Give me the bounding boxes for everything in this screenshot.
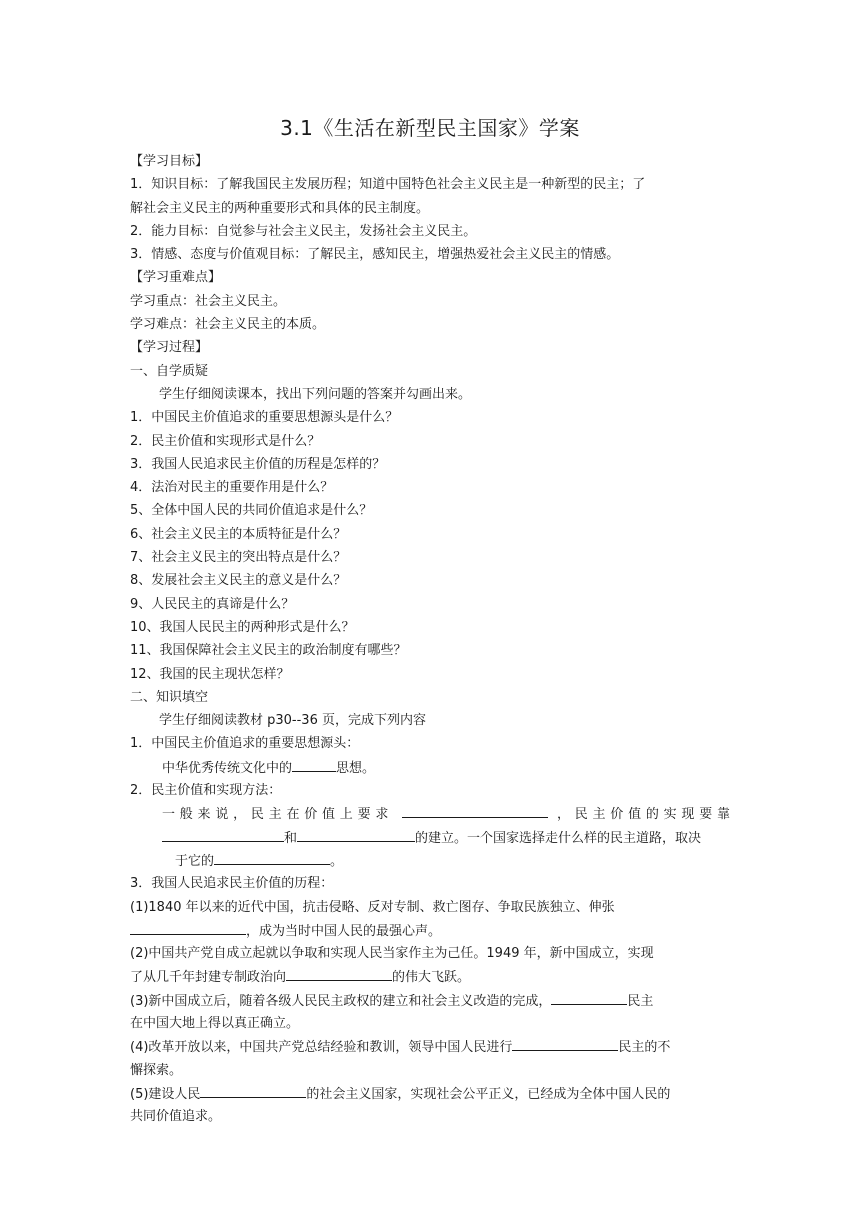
fill-blank[interactable] bbox=[162, 826, 284, 842]
part2-heading: 二、知识填空 bbox=[130, 689, 209, 705]
history-4-text-a: (4)改革开放以来，中国共产党总结经验和教训，领导中国人民进行 bbox=[130, 1040, 513, 1056]
fill-blank[interactable] bbox=[551, 989, 627, 1005]
objective-1-line-2: 解社会主义民主的两种重要形式和具体的民主制度。 bbox=[130, 200, 430, 216]
question-item: 1．中国民主价值追求的重要思想源头是什么？ bbox=[130, 410, 399, 426]
question-item: 8、发展社会主义民主的意义是什么？ bbox=[130, 573, 347, 589]
fill-blank[interactable] bbox=[402, 802, 548, 818]
fill2-line-3 bbox=[130, 849, 730, 872]
key-difficulty: 学习难点：社会主义民主的本质。 bbox=[130, 317, 326, 333]
fill-blank[interactable] bbox=[286, 965, 392, 981]
history-3-text-a: (3)新中国成立后，随着各级人民民主政权的建立和社会主义改造的完成， bbox=[130, 993, 552, 1009]
fill-blank[interactable] bbox=[297, 826, 415, 842]
fill-blank[interactable] bbox=[130, 919, 246, 935]
fill2-text-a: 一般来说，民主在价值上要求 bbox=[162, 807, 394, 823]
question-item: 9、人民民主的真谛是什么？ bbox=[130, 596, 295, 612]
fill-blank[interactable] bbox=[512, 1035, 618, 1051]
objective-1-line-1: 1．知识目标：了解我国民主发展历程；知道中国特色社会主义民主是一种新型的民主；了 bbox=[130, 177, 646, 193]
objective-2: 2．能力目标：自觉参与社会主义民主，发扬社会主义民主。 bbox=[130, 223, 477, 239]
part1-heading: 一、自学质疑 bbox=[130, 363, 209, 379]
question-item: 2．民主价值和实现形式是什么？ bbox=[130, 433, 321, 449]
fill-blank[interactable] bbox=[292, 756, 336, 772]
fill1-line bbox=[130, 756, 730, 779]
page-title: 3.1《生活在新型民主国家》学案 bbox=[280, 116, 580, 140]
fill1-text-b: 思想。 bbox=[336, 760, 376, 776]
history-3-line-2: 在中国大地上得以真正确立。 bbox=[130, 1015, 300, 1031]
fill2-heading: 2．民主价值和实现方法： bbox=[130, 783, 282, 799]
history-4-line-1 bbox=[130, 1035, 730, 1058]
fill1-text-a: 中华优秀传统文化中的 bbox=[162, 760, 293, 776]
history-2-line-2 bbox=[130, 965, 730, 988]
history-1-line-2 bbox=[130, 919, 730, 942]
fill3-heading: 3．我国人民追求民主价值的历程： bbox=[130, 876, 334, 892]
fill-blank[interactable] bbox=[214, 849, 330, 865]
fill2-text-b: ，民主价值的实现要靠 bbox=[556, 807, 730, 823]
history-3-line-1 bbox=[130, 989, 730, 1012]
question-item: 5、全体中国人民的共同价值追求是什么？ bbox=[130, 503, 373, 519]
keypoints-heading: 【学习重难点】 bbox=[130, 270, 222, 286]
part2-intro: 学生仔细阅读教材 p30--36 页，完成下列内容 bbox=[159, 713, 426, 729]
question-item: 7、社会主义民主的突出特点是什么？ bbox=[130, 550, 347, 566]
document-body bbox=[130, 150, 730, 1128]
fill2-text-d: 的建立。一个国家选择走什么样的民主道路，取决 bbox=[415, 830, 702, 846]
history-4-text-b: 民主的不 bbox=[618, 1040, 671, 1056]
history-5-text-b: 的社会主义国家，实现社会公平正义，已经成为全体中国人民的 bbox=[306, 1086, 671, 1102]
fill-blank[interactable] bbox=[200, 1082, 306, 1098]
fill2-text-e: 于它的 bbox=[175, 853, 215, 869]
history-5-text-a: (5)建设人民 bbox=[130, 1086, 201, 1102]
question-item: 10、我国人民民主的两种形式是什么？ bbox=[130, 619, 355, 635]
fill1-heading: 1．中国民主价值追求的重要思想源头： bbox=[130, 736, 360, 752]
question-item: 3．我国人民追求民主价值的历程是怎样的？ bbox=[130, 456, 386, 472]
history-2-line-1: (2)中国共产党自成立起就以争取和实现人民当家作主为己任。1949 年，新中国成立，实现 bbox=[130, 946, 654, 962]
question-item: 6、社会主义民主的本质特征是什么？ bbox=[130, 526, 347, 542]
question-item: 11、我国保障社会主义民主的政治制度有哪些？ bbox=[130, 643, 407, 659]
history-1-text: ，成为当时中国人民的最强心声。 bbox=[246, 923, 442, 939]
history-2-text-b: 的伟大飞跃。 bbox=[392, 970, 471, 986]
process-heading: 【学习过程】 bbox=[130, 340, 209, 356]
history-5-line-2: 共同价值追求。 bbox=[130, 1109, 222, 1125]
history-4-line-2: 懈探索。 bbox=[130, 1062, 183, 1078]
objective-3: 3．情感、态度与价值观目标：了解民主，感知民主，增强热爱社会主义民主的情感。 bbox=[130, 247, 620, 263]
fill2-text-f: 。 bbox=[330, 853, 344, 869]
history-3-text-b: 民主 bbox=[627, 993, 654, 1009]
key-focus: 学习重点：社会主义民主。 bbox=[130, 293, 287, 309]
history-2-text-a: 了从几千年封建专制政治向 bbox=[130, 970, 287, 986]
fill2-line-1 bbox=[130, 802, 730, 825]
objectives-heading: 【学习目标】 bbox=[130, 154, 209, 169]
question-item: 4．法治对民主的重要作用是什么？ bbox=[130, 480, 334, 496]
history-1-line-1: (1)1840 年以来的近代中国，抗击侵略、反对专制、救亡图存、争取民族独立、伸张 bbox=[130, 899, 615, 915]
part1-intro: 学生仔细阅读课本，找出下列问题的答案并勾画出来。 bbox=[159, 386, 472, 402]
fill2-line-2 bbox=[130, 826, 730, 849]
history-5-line-1 bbox=[130, 1082, 730, 1105]
fill2-text-c: 和 bbox=[284, 830, 298, 846]
question-item: 12、我国的民主现状怎样？ bbox=[130, 666, 290, 682]
